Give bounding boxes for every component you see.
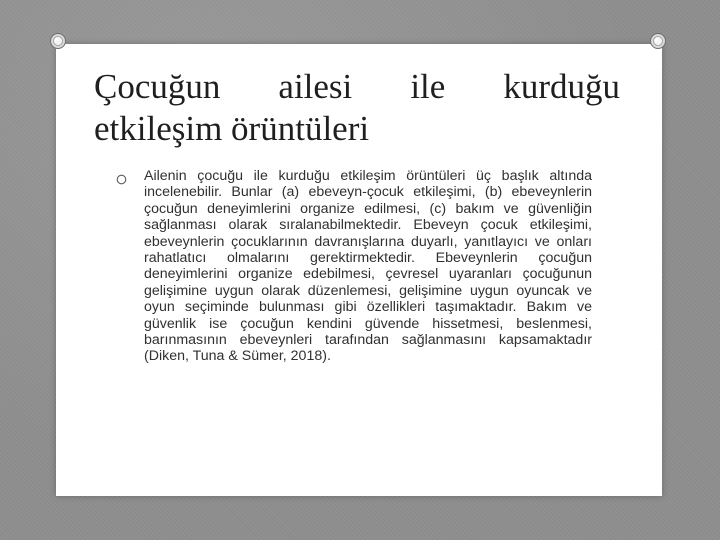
hollow-circle-bullet-icon <box>116 172 127 183</box>
slide-title-line2: etkileşim örüntüleri <box>94 109 370 148</box>
bullet-text: Ailenin çocuğu ile kurduğu etkileşim örüntüleri üç başlık altında incelenebilir. Bunlar (a) ebeveyn-çocuk etkileşimi, (b) ebeveynlerin çocuğun deneyimlerini organize edilmesi, (c) bakım ve güvenliğin sağlanması olarak sıralanabilmektedir. Ebeveyn çocuk etkileşimi, ebeveynlerin çocuklarının davranışlarına duyarlı, yanıtlayıcı ve onları rahatlatıcı olmalarını gerektirmektedir. Ebeveynlerin çocuğun deneyimlerini organize edebilmesi, çevresel uyaranları çocuğunun gelişimine uygun olarak düzenlemesi, gelişimine uygun oyuncak ve oyun seçiminde bulunması gibi özellikleri taşımaktadır. Bakım ve güvenlik ise çocuğun kendini güvende hissetmesi, beslenmesi, barınmasının ebeveynleri tarafından sağlanmasını kapsamaktadır (Diken, Tuna & Sümer, 2018). <box>144 168 592 365</box>
bullet-item <box>118 168 592 365</box>
slide-title-line1: Çocuğun ailesi ile kurduğu <box>94 67 620 106</box>
pushpin-left-icon <box>49 32 67 50</box>
pushpin-right-icon <box>649 32 667 50</box>
slide-title <box>94 66 620 150</box>
